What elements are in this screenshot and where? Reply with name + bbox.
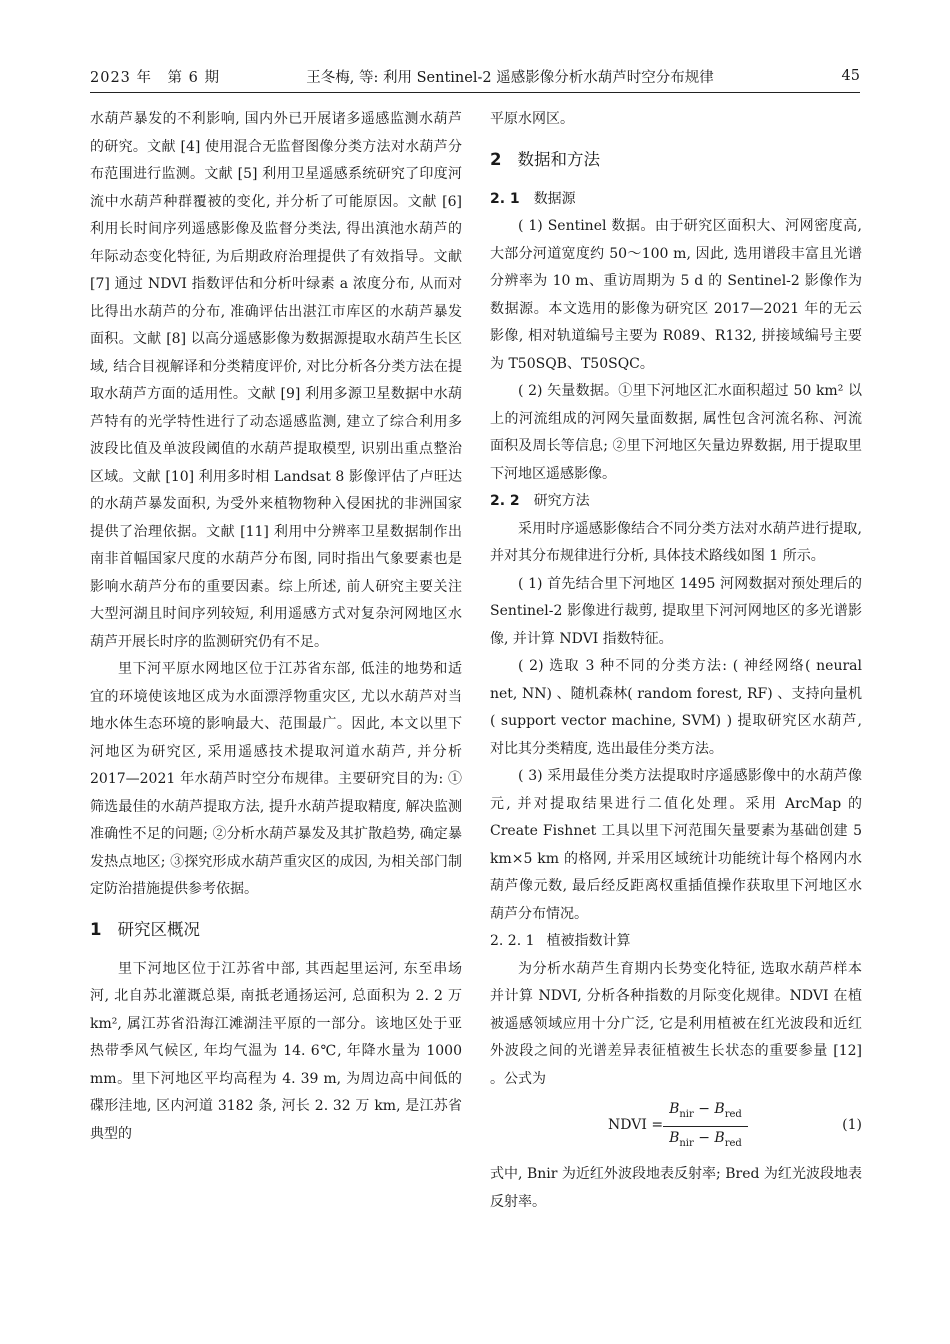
section-number: 1 [90, 919, 102, 939]
right-column [490, 106, 862, 1216]
method-step-2-paragraph: ( 2) 选取 3 种不同的分类方法: ( 神经网络( neural net, NN) 、随机森林( random forest, RF) 、支持向量机( support vector machine, SVM) ) 提取研究区水葫芦, 对比其分类精度, 选出最佳分类方法。 [490, 658, 862, 757]
intro-paragraph-continued: 水葫芦暴发的不利影响, 国内外已开展诸多遥感监测水葫芦的研究。文献 [4] 使用混合无监督图像分类方法对水葫芦分布范围进行监测。文献 [5] 利用卫星遥感系统研究了印度河流中水葫芦种群覆被的变化, 并分析了可能原因。文献 [6] 利用长时间序列遥感影像及监督分类法, 得出滇池水葫芦的年际动态变化特征, 为后期政府治理提供了有效指导。文献 [7] 通过 NDVI 指数评估和分析叶绿素 a 浓度分布, 从而对比得出水葫芦的分布, 准确评估出湛江市库区的水葫芦暴发面积。文献 [8] 以高分遥感影像为数据源提取水葫芦生长区域, 结合目视解译和分类精度评价, 对比分析各分类方法在提取水葫芦方面的适用性。文献 [9] 利用多源卫星数据中水葫芦特有的光学特性进行了动态遥感监测, 建立了综合利用多波段比值及单波段阈值的水葫芦提取模型, 识别出重点整治区域。文献 [10] 利用多时相 Landsat 8 影像评估了卢旺达的水葫芦暴发面积, 为受外来植物物种入侵困扰的非洲国家提供了治理依据。文献 [11] 利用中分辨率卫星数据制作出南非首幅国家尺度的水葫芦分布图, 同时指出气象要素也是影响水葫芦分布的重要因素。综上所述, 前人研究主要关注大型河湖且时间序列较短, 利用遥感方式对复杂河网地区水葫芦开展长时序的监测研究仍有不足。 [90, 111, 462, 650]
formula-numerator: $B_{nir} - B_{red}$ [663, 1098, 748, 1127]
subsection-number: 2. 2. 1 [490, 933, 535, 949]
method-overview-paragraph: 采用时序遥感影像结合不同分类方法对水葫芦进行提取, 并对其分布规律进行分析, 具体技术路线如图 1 所示。 [490, 520, 862, 564]
left-column [90, 106, 462, 1148]
formula-fraction [663, 1098, 748, 1155]
subsection-title: 研究方法 [533, 493, 590, 509]
section-1-heading [90, 915, 462, 945]
intro-paragraph-objectives: 里下河平原水网地区位于江苏省东部, 低洼的地势和适宜的环境使该地区成为水面漂浮物重灾区, 尤以水葫芦对当地水体生态环境的影响最大、范围最广。因此, 本文以里下河地区为研究区, 采用遥感技术提取河道水葫芦, 并分析 2017—2021 年水葫芦时空分布规律。主要研究目的为: ①筛选最佳的水葫芦提取方法, 提升水葫芦提取精度, 解决监测准确性不足的问题; ②分析水葫芦暴发及其扩散趋势, 确定暴发热点地区; ③探究形成水葫芦重灾区的成因, 为相关部门制定防治措施提供参考依据。 [90, 661, 462, 897]
subsection-2-2-heading [490, 488, 862, 516]
journal-issue: 2023 年 第 6 期 [90, 69, 220, 86]
page-number: 45 [841, 68, 860, 84]
header-rule [90, 92, 860, 93]
section-2-heading [490, 145, 862, 175]
formula-number: (1) [842, 1117, 862, 1134]
subsection-2-2-1-heading [490, 928, 862, 956]
formula-explanation: 式中, Bnir 为近红外波段地表反射率; Bred 为红光波段地表反射率。 [490, 1166, 862, 1210]
study-area-paragraph: 里下河地区位于江苏省中部, 其西起里运河, 东至串场河, 北自苏北灌溉总渠, 南抵老通扬运河, 总面积为 2. 2 万 km², 属江苏省沿海江滩湖洼平原的一部分。该地区处于亚热带季风气候区, 年均气温为 14. 6℃, 年降水量为 1000 mm。里下河地区平均高程为 4. 39 m, 为周边高中间低的碟形洼地, 区内河道 3182 条, 河长 2. 32 万 km, 是江苏省典型的 [90, 960, 462, 1142]
sentinel-data-paragraph: ( 1) Sentinel 数据。由于研究区面积大、河网密度高, 大部分河道宽度约 50～100 m, 因此, 选用谱段丰富且光谱分辨率为 10 m、重访周期为 5 d 的 Sentinel-2 影像作为数据源。本文选用的影像为研究区 2017—2021 年的无云影像, 相对轨道编号主要为 R089、R132, 拼接域编号主要为 T50SQB、T50SQC。 [490, 218, 862, 372]
method-step-1-paragraph: ( 1) 首先结合里下河地区 1495 河网数据对预处理后的 Sentinel-2 影像进行裁剪, 提取里下河河网地区的多光谱影像, 并计算 NDVI 指数特征。 [490, 575, 862, 647]
study-area-paragraph-end: 平原水网区。 [490, 111, 574, 127]
subsection-number: 2. 2 [490, 493, 520, 509]
vector-data-paragraph: ( 2) 矢量数据。①里下河地区汇水面积超过 50 km² 以上的河流组成的河网矢量面数据, 属性包含河流名称、河流面积及周长等信息; ②里下河地区矢量边界数据, 用于提取里下河地区遥感影像。 [490, 383, 862, 482]
running-title: 王冬梅, 等: 利用 Sentinel-2 遥感影像分析水葫芦时空分布规律 [306, 69, 714, 86]
subsection-title: 植被指数计算 [546, 933, 631, 949]
section-title: 数据和方法 [517, 149, 600, 169]
ndvi-paragraph: 为分析水葫芦生育期内长势变化特征, 选取水葫芦样本并计算 NDVI, 分析各种指数的月际变化规律。NDVI 在植被遥感领域应用十分广泛, 它是利用植被在红光波段和近红外波段之间的光谱差异表征植被生长状态的重要参量 [12] 。公式为 [490, 960, 862, 1087]
method-step-3-paragraph: ( 3) 采用最佳分类方法提取时序遥感影像中的水葫芦像元, 并对提取结果进行二值化处理。采用 ArcMap 的 Create Fishnet 工具以里下河范围矢量要素为基础创建 5 km×5 km 的格网, 并采用区域统计功能统计每个格网内水葫芦像元数, 最后经反距离权重插值操作获取里下河地区水葫芦分布情况。 [490, 768, 862, 922]
subsection-title: 数据源 [533, 190, 576, 207]
section-number: 2 [490, 149, 502, 169]
ndvi-formula [490, 1095, 862, 1157]
formula-denominator: $B_{nir} - B_{red}$ [669, 1129, 742, 1149]
section-title: 研究区概况 [117, 919, 200, 939]
page-header [90, 62, 860, 90]
formula-lhs: NDVI = [608, 1117, 664, 1134]
subsection-2-1-heading [490, 186, 862, 214]
subsection-number: 2. 1 [490, 190, 520, 207]
